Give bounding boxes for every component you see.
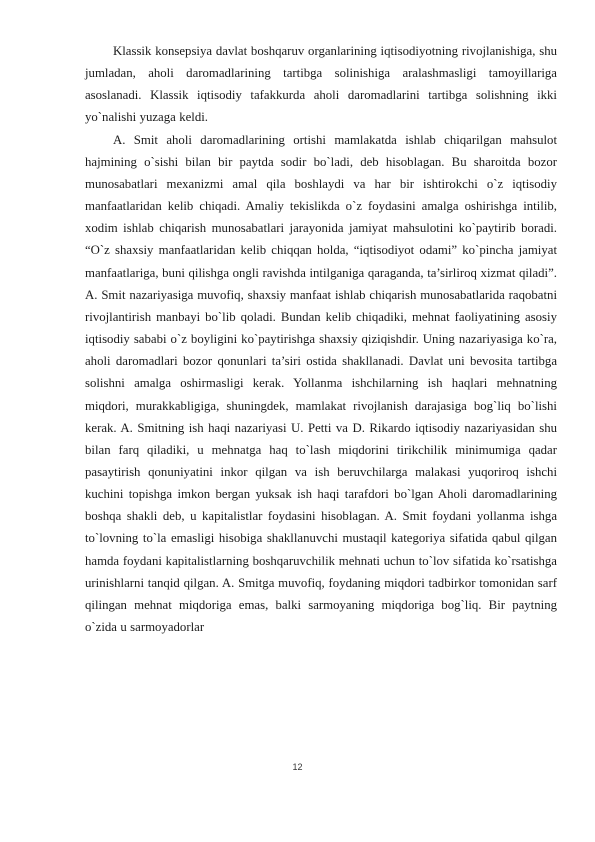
page-number: 12: [292, 762, 303, 772]
paragraph-classical-concept: Klassik konsepsiya davlat boshqaruv organlarining iqtisodiyotning rivojlanishiga, shu jumladan, aholi daromadlarining tartibga solinishiga aralashmasligi tamoyillariga asoslanadi. Klassik iqtisodiy tafakkurda aholi daromadlarini tartibga solishning ikki yo`nalishi yuzaga keldi.: [85, 44, 557, 125]
paragraph-smith-theory: A. Smit aholi daromadlarining ortishi mamlakatda ishlab chiqarilgan mahsulot hajmining o`sishi bilan bir paytda sodir bo`ladi, deb hisoblagan. Bu sharoitda bozor munosabatlari mexanizmi amal qila boshlaydi va har bir ishtirokchi o`z iqtisodiy manfaatlaridan kelib chiqadi. Amaliy tekislikda o`z foydasini amalga oshirishga intilib, xodim ishlab chiqarish munosabatlari jarayonida jamiyat mahsulotini ko`paytirib boradi. “O`z shaxsiy manfaatlaridan kelib chiqqan holda, “iqtisodiyot odami” ko`pincha jamiyat manfaatlariga, buni qilishga ongli ravishda intilganiga qaraganda, ta’sirliroq xizmat qiladi”. A. Smit nazariyasiga muvofiq, shaxsiy manfaat ishlab chiqarish munosabatlarida raqobatni rivojlantirish manbayi bo`lib qoladi. Bundan kelib chiqadiki, mehnat faoliyatining asosiy iqtisodiy sababi o`z boyligini ko`paytirishga shaxsiy qiziqishdir. Uning nazariyasiga ko`ra, aholi daromadlari bozor qonunlari ta’siri ostida shakllanadi. Davlat uni bevosita tartibga solishni amalga oshirmasligi kerak. Yollanma ishchilarning ish haqlari mehnatning miqdori, murakkabligiga, shuningdek, mamlakat rivojlanish darajasiga bog`liq bo`lishi kerak. A. Smitning ish haqi nazariyasi U. Petti va D. Rikardo iqtisodiy nazariyasidan shu bilan farq qiladiki, u mehnatga haq to`lash miqdorini tirikchilik minimumiga qadar pasaytirish qonuniyatini inkor qilgan va ish beruvchilarga malakasi yuqoriroq ishchi kuchini topishga imkon bergan yuksak ish haqi tarafdori bo`lgan Aholi daromadlarining boshqa shakli deb, u kapitalistlar foydasini hisoblagan. A. Smit foydani yollanma ishga to`lovning to`la emasligi hisobiga shakllanuvchi mustaqil kategoriya sifatida qabul qilgan hamda foydani kapitalistlarning boshqaruvchilik mehnati uchun to`lov sifatida ko`rsatishga urinishlarni tanqid qilgan. A. Smitga muvofiq, foydaning miqdori tadbirkor tomonidan sarf qilingan mehnat miqdoriga emas, balki sarmoyaning miqdoriga bog`liq. Bir paytning o`zida u sarmoyadorlar: [85, 132, 557, 635]
document-page: [85, 40, 557, 638]
